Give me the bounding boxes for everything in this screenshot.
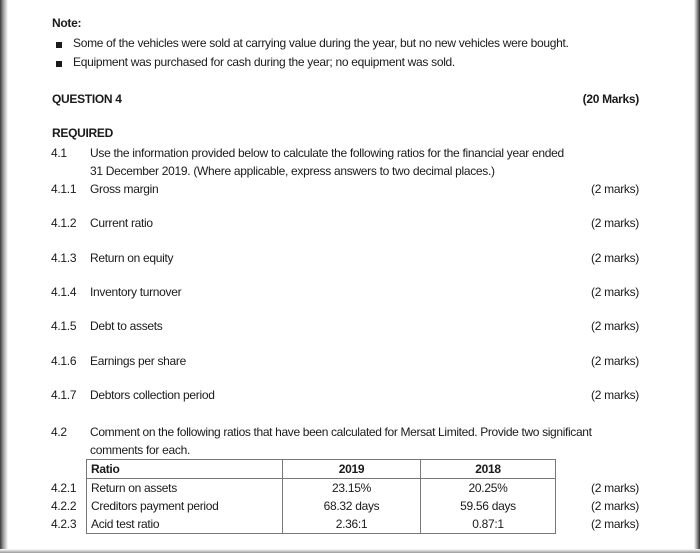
row-marks: (2 marks) [591, 481, 639, 495]
table-header-row [51, 460, 556, 479]
row-2018: 0.87:1 [421, 515, 556, 534]
question-title: QUESTION 4 [52, 92, 122, 106]
note-bullet-1: Some of the vehicles were sold at carrying value during the year, but no new vehicles were bought. [73, 36, 569, 50]
section-42-instruction-line2: comments for each. [90, 443, 190, 457]
item-number: 4.1.4 [51, 285, 77, 299]
page-edge-shadow-bottom [0, 549, 700, 553]
item-label: Debtors collection period [90, 388, 215, 402]
bullet-icon [56, 61, 62, 67]
row-number: 4.2.1 [51, 480, 77, 495]
item-marks: (2 marks) [591, 251, 639, 265]
header-2018: 2018 [421, 460, 556, 479]
bullet-icon [56, 42, 62, 48]
item-marks: (2 marks) [591, 354, 639, 368]
table-row [51, 515, 556, 534]
table-row [51, 479, 556, 498]
item-label: Debt to assets [90, 319, 163, 333]
header-ratio: Ratio [87, 460, 283, 479]
item-label: Return on equity [90, 251, 174, 265]
row-number: 4.2.2 [51, 499, 77, 513]
required-label: REQUIRED [52, 126, 113, 140]
item-number: 4.1.2 [51, 216, 77, 230]
item-marks: (2 marks) [591, 319, 639, 333]
item-marks: (2 marks) [591, 388, 639, 402]
item-marks: (2 marks) [591, 216, 639, 230]
item-label: Inventory turnover [90, 285, 182, 299]
row-ratio: Return on assets [87, 479, 283, 498]
item-number: 4.1.7 [51, 388, 77, 402]
item-number: 4.1.3 [51, 251, 77, 265]
item-label: Earnings per share [90, 354, 186, 368]
page-edge-shadow-right [694, 0, 700, 553]
row-number: 4.2.3 [51, 517, 77, 532]
row-ratio: Acid test ratio [87, 515, 283, 534]
ratios-table [51, 459, 556, 534]
row-2019: 2.36:1 [283, 515, 421, 534]
row-2019: 68.32 days [283, 497, 421, 515]
row-ratio: Creditors payment period [87, 497, 283, 515]
header-2019: 2019 [283, 460, 421, 479]
row-2019: 23.15% [283, 479, 421, 498]
question-marks: (20 Marks) [582, 92, 639, 106]
page-edge-shadow-left [0, 0, 8, 553]
row-2018: 20.25% [421, 479, 556, 498]
section-42-number: 4.2 [51, 425, 67, 439]
note-bullet-2: Equipment was purchased for cash during the year; no equipment was sold. [73, 55, 455, 69]
item-number: 4.1.1 [51, 182, 77, 196]
item-number: 4.1.5 [51, 319, 77, 333]
section-41-instruction-line1: Use the information provided below to calculate the following ratios for the financial year ended [90, 146, 564, 160]
row-marks: (2 marks) [591, 499, 639, 513]
section-42-instruction-line1: Comment on the following ratios that have been calculated for Mersat Limited. Provide two significant [90, 425, 592, 439]
item-number: 4.1.6 [51, 354, 77, 368]
section-41-instruction-line2: 31 December 2019. (Where applicable, express answers to two decimal places.) [90, 164, 495, 178]
item-marks: (2 marks) [591, 285, 639, 299]
section-41-number: 4.1 [51, 146, 67, 160]
row-2018: 59.56 days [421, 497, 556, 515]
note-heading: Note: [52, 16, 82, 30]
item-marks: (2 marks) [591, 182, 639, 196]
row-marks: (2 marks) [591, 517, 639, 531]
item-label: Gross margin [90, 182, 159, 196]
table-row [51, 497, 556, 515]
item-label: Current ratio [90, 216, 153, 230]
